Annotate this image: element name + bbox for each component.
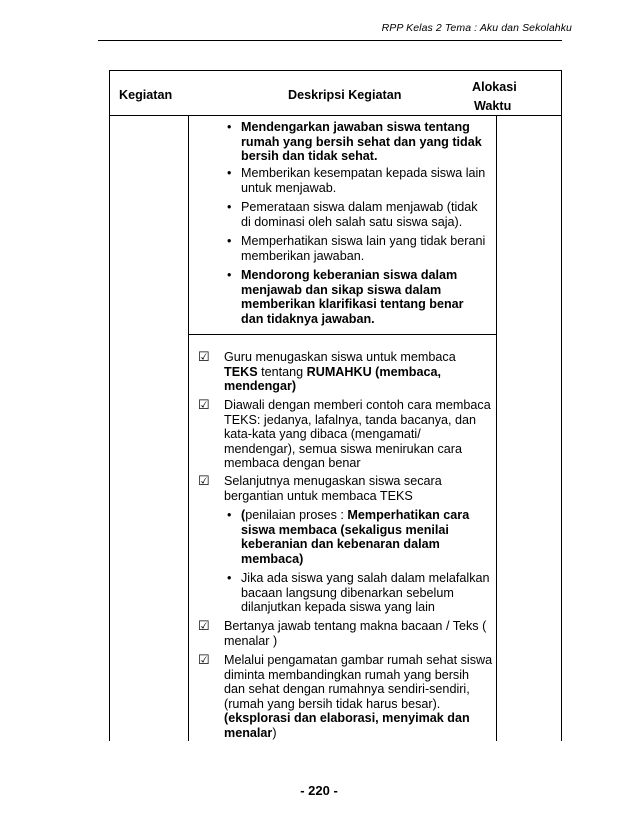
- list-item-text-bold: (: [241, 508, 246, 522]
- list-item-text: Memberikan kesempatan kepada siswa lain: [241, 166, 486, 180]
- table-divider-col1: [188, 115, 189, 741]
- header-kegiatan: Kegiatan: [119, 88, 173, 102]
- check-item-text: diminta membandingkan rumah yang bersih: [224, 667, 470, 682]
- bullet-icon: •: [227, 120, 232, 134]
- list-item-text-bold: keberanian dan kebenaran dalam: [241, 537, 440, 552]
- check-item-text: Bertanya jawab tentang makna bacaan / Teks (: [224, 619, 487, 633]
- bullet-icon: •: [227, 200, 232, 214]
- list-item-text: memberikan jawaban.: [241, 248, 365, 263]
- bullet-icon: •: [227, 268, 232, 282]
- bullet-icon: •: [227, 571, 232, 585]
- checked-box-icon: ☑: [198, 349, 210, 364]
- list-item-text-bold: siswa membaca (sekaligus menilai: [241, 522, 449, 537]
- list-item-text: bacaan langsung dibenarkan sebelum: [241, 585, 454, 600]
- header-alokasi: Alokasi: [472, 80, 517, 94]
- list-item-text: bersih dan tidak sehat.: [241, 149, 378, 164]
- table-border-top: [109, 70, 562, 71]
- check-item-text: Diawali dengan memberi contoh cara membaca: [224, 398, 491, 412]
- checked-box-icon: ☑: [198, 397, 210, 412]
- list-item-text: untuk menjawab.: [241, 180, 337, 195]
- check-item-text: Melalui pengamatan gambar rumah sehat siswa: [224, 653, 493, 667]
- list-item-text: dan tidaknya jawaban.: [241, 311, 375, 326]
- checked-box-icon: ☑: [198, 473, 210, 488]
- table-border-header-bottom: [109, 115, 562, 116]
- list-item-text-bold: membaca): [241, 551, 304, 566]
- header-waktu: Waktu: [474, 99, 512, 113]
- check-item-text: Guru menugaskan siswa untuk membaca: [224, 350, 456, 364]
- check-item-text: ): [272, 725, 277, 740]
- list-item-text: rumah yang bersih sehat dan yang tidak: [241, 134, 482, 149]
- check-item-text-bold: menalar: [224, 725, 273, 740]
- list-item-text: menjawab dan sikap siswa dalam: [241, 282, 442, 297]
- activity-table: [109, 70, 562, 741]
- list-item-text: dilanjutkan kepada siswa yang lain: [241, 600, 435, 615]
- check-item-text-bold: RUMAHKU (membaca,: [306, 364, 441, 379]
- page-number: - 220 -: [300, 783, 338, 798]
- check-item-text: TEKS: jedanya, lafalnya, tanda bacanya, dan: [224, 412, 477, 427]
- list-item-text: memberikan klarifikasi tentang benar: [241, 297, 464, 312]
- list-item-text: Mendorong keberanian siswa dalam: [241, 268, 458, 282]
- list-item-text: Jika ada siswa yang salah dalam melafalkan: [241, 571, 490, 585]
- list-item-text-bold: Memperhatikan cara: [347, 508, 470, 522]
- checked-box-icon: ☑: [198, 652, 210, 667]
- check-item-text: (rumah yang bersih tidak harus besar).: [224, 696, 441, 711]
- check-item-text: mendengar), semua siswa menirukan cara: [224, 441, 462, 456]
- list-item-text: Memperhatikan siswa lain yang tidak berani: [241, 234, 486, 248]
- list-item-text: Mendengarkan jawaban siswa tentang: [241, 120, 470, 134]
- list-item-text: penilaian proses :: [245, 508, 348, 522]
- table-row-divider: [188, 334, 497, 335]
- header-deskripsi: Deskripsi Kegiatan: [288, 88, 402, 102]
- bullet-icon: •: [227, 234, 232, 248]
- table-border-left: [109, 70, 110, 741]
- check-item-text-bold: TEKS: [224, 364, 258, 379]
- header-rule: [98, 40, 562, 41]
- running-header: RPP Kelas 2 Tema : Aku dan Sekolahku: [381, 22, 572, 34]
- check-item-text: menalar ): [224, 633, 278, 648]
- check-item-text: dan sehat dengan rumahnya sendiri-sendiri,: [224, 682, 470, 697]
- check-item-text: kata-kata yang dibaca (mengamati/: [224, 427, 421, 442]
- check-item-text: Selanjutnya menugaskan siswa secara: [224, 474, 442, 488]
- bullet-icon: •: [227, 166, 232, 180]
- check-item-text: bergantian untuk membaca TEKS: [224, 488, 413, 503]
- bullet-icon: •: [227, 508, 232, 522]
- checked-box-icon: ☑: [198, 618, 210, 633]
- check-item-text-bold: mendengar): [224, 379, 297, 394]
- table-border-right: [561, 70, 562, 741]
- check-item-text: membaca dengan benar: [224, 456, 361, 471]
- check-item-text: tentang: [257, 364, 307, 379]
- list-item-text: Pemerataan siswa dalam menjawab (tidak: [241, 200, 478, 214]
- list-item-text: di dominasi oleh salah satu siswa saja).: [241, 214, 463, 229]
- check-item-text-bold: (eksplorasi dan elaborasi, menyimak dan: [224, 711, 470, 726]
